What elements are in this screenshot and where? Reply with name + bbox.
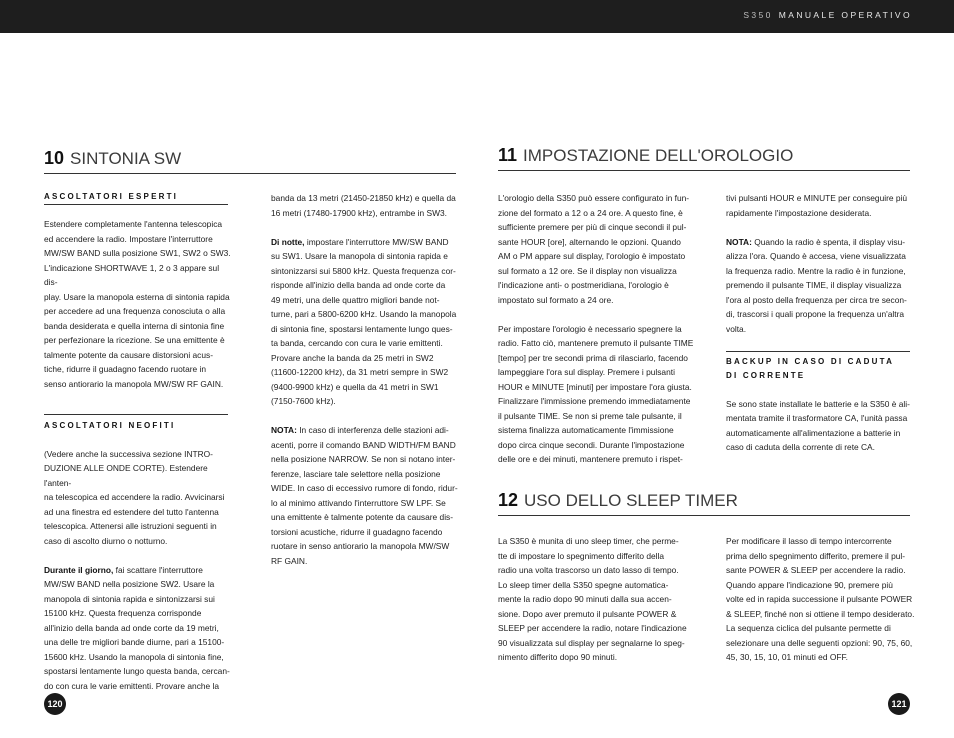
section-10-title: SINTONIA SW — [70, 149, 182, 168]
paragraph-giorno — [44, 563, 234, 694]
section-12-column-1 — [498, 534, 694, 665]
paragraph-nota-display — [726, 235, 916, 337]
lead-giorno: Durante il giorno, — [44, 564, 114, 575]
paragraph-neofiti: (Vedere anche la successiva sezione INTRO- DUZIONE ALLE ONDE CORTE). Estendere l'anten- na telescopica ed accendere la radio. Avvicinarsi ad una finestra ed estendere del tutto l'antenna telescopica. Attenersi alle istruzioni seguenti in caso di ascolto diurno o notturno. — [44, 448, 225, 546]
lead-notte: Di notte, — [271, 236, 305, 247]
paragraph-esperti: Estendere completamente l'antenna telescopica ed accendere la radio. Impostare l'interruttore MW/SW BAND sulla posizione SW1, SW2 o SW3. L'indicazione SHORTWAVE 1, 2 o 3 appare sul dis- play. Usare la manopola esterna di sintonia rapida per accedere ad una frequenza conosciuta o alla banda desiderata e quella interna di sintonia fine per perfezionare la ricezione. Se una emittente è talmente potente da causare distorsioni acus- tiche, ridurre il guadagno facendo ruotare in senso antiorario la manopola MW/SW RF GAIN. — [44, 219, 231, 389]
section-10-column-1 — [44, 190, 234, 693]
subheading-rule — [44, 414, 228, 415]
section-11-title: IMPOSTAZIONE DELL'OROLOGIO — [523, 146, 794, 165]
paragraph-notte — [271, 235, 461, 409]
section-10-column-2 — [271, 191, 461, 568]
lead-nota: NOTA: — [271, 425, 297, 435]
page-number-left: 120 — [44, 693, 66, 715]
paragraph-pulsanti: tivi pulsanti HOUR e MINUTE per conseguire più rapidamente l'impostazione desiderata. — [726, 193, 908, 218]
paragraph-sleep-timer: La S350 è munita di uno sleep timer, che perme- tte di impostare lo spegnimento differito della radio una volta trascorso un dato lasso di tempo. Lo sleep timer della S350 spegne automatica- mente la radio dopo 90 minuti dalla sua accen- sione. Dopo aver premuto il pulsante POWER & SLEEP per accendere la radio, notare l'indicazione 90 visualizzata sul display per segnalarne lo speg- nimento differito dopo 90 minuti. — [498, 536, 687, 662]
text-notte: impostare l'interruttore MW/SW BAND su SW1. Usare la manopola di sintonia rapida e sintonizzarsi sui 5800 kHz. Questa frequenza cor- risponde all'inizio della banda ad onde corte da 49 metri, una delle quattro migliori bande not- turne, pari a 5800-6200 kHz. Usando la manopola di sintonia fine, spostarsi lentamente lungo ques- ta banda, cercando con cura le varie emittenti. Provare anche la banda da 25 metri in SW2 (11600-12200 kHz), da 31 metri sempre in SW2 (9400-9900 kHz) e quella da 41 metri in SW1 (7150-7600 kHz). — [271, 236, 457, 406]
header-model: S350 — [743, 10, 773, 20]
lead-nota: NOTA: — [726, 236, 752, 247]
section-10-number: 10 — [44, 148, 65, 168]
section-11-column-1 — [498, 191, 694, 467]
section-12-rule — [498, 515, 910, 516]
header-manual-title: MANUALE OPERATIVO — [778, 10, 912, 20]
section-11-rule — [498, 170, 910, 171]
paragraph-sleep-modifica: Per modificare il lasso di tempo intercorrente prima dello spegnimento differito, premere il pul- sante POWER & SLEEP per accendere la radio. Quando appare l'indicazione 90, premere più volte ed in rapida successione il pulsante POWER & SLEEP, finché non si ottiene il tempo desiderato. La sequenza ciclica del pulsante permette di selezionare una delle seguenti opzioni: 90, 75, 60, 45, 30, 15, 10, 01 minuti ed OFF. — [726, 536, 915, 662]
subheading-rule — [726, 351, 910, 352]
section-12-title: USO DELLO SLEEP TIMER — [524, 491, 738, 510]
section-12-column-2 — [726, 534, 916, 665]
section-10-heading — [44, 148, 181, 169]
paragraph-formato: L'orologio della S350 può essere configurato in fun- zione del formato a 12 o a 24 ore. A questo fine, è sufficiente premere per più di cinque secondi il pul- sante HOUR [ore], alternando le opzioni. Quando AM o PM appare sul display, l'orologio è impostato sul formato a 12 ore. Se il display non visualizza l'indicazione anti- o postmeridiana, l'orologio è impostato sul formato a 24 ore. — [498, 193, 690, 305]
page-number-right: 121 — [888, 693, 910, 715]
paragraph-backup: Se sono state installate le batterie e la S350 è ali- mentata tramite il trasformatore CA, l'unità passa automaticamente all'alimentazione a batterie in caso di caduta della corrente di rete CA. — [726, 398, 910, 452]
paragraph-nota-sw — [271, 423, 461, 568]
subheading-rule — [44, 204, 228, 205]
subheading-ascoltatori-esperti: ASCOLTATORI ESPERTI — [44, 192, 179, 201]
subheading-ascoltatori-neofiti: ASCOLTATORI NEOFITI — [44, 420, 176, 430]
section-11-heading — [498, 145, 793, 166]
section-10-rule — [44, 173, 456, 174]
text-nota-display: Quando la radio è spenta, il display visu- alizza l'ora. Quando è accesa, viene visualizzata la frequenza radio. Mentre la radio è in funzione, premendo il pulsante TIME, il display visualizza l'ora al posto della frequenza per circa tre secon- di, trascorsi i quali propone la frequenza un'altra volta. — [726, 236, 907, 334]
section-11-number: 11 — [498, 145, 518, 165]
header-title — [743, 10, 912, 20]
section-12-heading — [498, 490, 738, 511]
subheading-backup: BACKUP IN CASO DI CADUTA DI CORRENTE — [726, 356, 895, 380]
paragraph-banda: banda da 13 metri (21450-21850 kHz) e quella da 16 metri (17480-17900 kHz), entrambe in SW3. — [271, 193, 456, 218]
text-nota-sw: In caso di interferenza delle stazioni adi- acenti, porre il comando BAND WIDTH/FM BAND nella posizione NARROW. Se non si notano inter- ferenze, lasciare tale selettore nella posizione WIDE. In caso di eccessivo rumore di fondo, ridur- lo al minimo attivando l'interruttore SW LPF. Se una emittente è talmente potente da causare dis- torsioni acustiche, ridurre il guadagno facendo ruotare in senso antiorario la manopola MW/SW RF GAIN. — [271, 425, 458, 566]
section-11-column-2 — [726, 191, 916, 455]
text-giorno: fai scattare l'interruttore MW/SW BAND nella posizione SW2. Usare la manopola di sintonia rapida e sintonizzarsi sui 15100 kHz. Questa frequenza corrisponde all'inizio della banda ad onde corte da 19 metri, una delle tre migliori bande diurne, pari a 15100- 15600 kHz. Usando la manopola di sintonia fine, spostarsi lentamente lungo questa banda, cercan- do con cura le varie emittenti. Provare anche la — [44, 564, 230, 691]
paragraph-impostare: Per impostare l'orologio è necessario spegnere la radio. Fatto ciò, mantenere premuto il pulsante TIME [tempo] per tre secondi prima di rilasciarlo, facendo lampeggiare l'ora sul display. Premere i pulsanti HOUR e MINUTE [minuti] per impostare l'ora giusta. Finalizzare l'immissione premendo immediatamente il pulsante TIME. Se non si preme tale pulsante, il sistema finalizza automaticamente l'immissione dopo circa cinque secondi. Durante l'impostazione delle ore e dei minuti, mantenere premuto i rispet- — [498, 323, 694, 464]
section-12-number: 12 — [498, 490, 519, 510]
header-bar — [0, 0, 954, 33]
